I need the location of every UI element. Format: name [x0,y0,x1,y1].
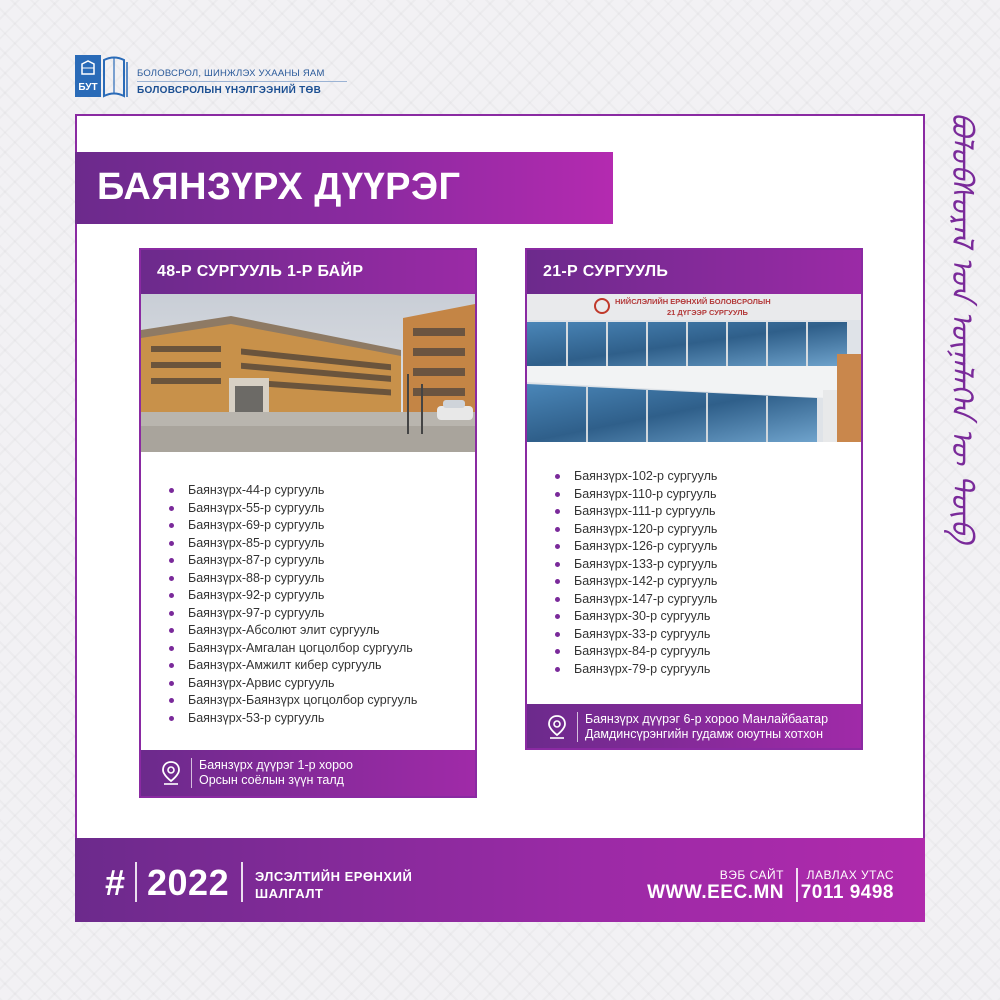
school-list-item: Баянзүрх-92-р сургууль [169,587,417,605]
school-list-item: Баянзүрх-110-р сургууль [555,486,717,504]
book-logo-icon [74,52,132,100]
building-sign-line-2: 21 ДҮГЭЭР СУРГУУЛЬ [667,308,748,317]
school-list-item: Баянзүрх-97-р сургууль [169,605,417,623]
school-list-item: Баянзүрх-30-р сургууль [555,608,717,626]
address-bar [527,704,861,748]
school-list-item: Баянзүрх-111-р сургууль [555,503,717,521]
address-bar [141,750,475,796]
hashtag-symbol: # [105,862,126,903]
address-line-1: Баянзүрх дүүрэг 6-р хороо Манлайбаатар [585,712,829,726]
district-title-banner [75,152,613,224]
school-list-item: Баянзүрх-147-р сургууль [555,591,717,609]
school-list-item: Баянзүрх-33-р сургууль [555,626,717,644]
exam-site-name: 21-Р СУРГУУЛЬ [543,263,669,280]
school-list-item: Баянзүрх-126-р сургууль [555,538,717,556]
footer-divider [241,862,243,902]
exam-site-card-48 [139,248,477,798]
address-divider [577,712,578,742]
address-line-1: Баянзүрх дүүрэг 1-р хороо [199,758,353,772]
location-pin-icon [547,715,567,739]
district-title: БАЯНЗҮРХ ДҮҮРЭГ [97,166,461,208]
building-sign-line-1: НИЙСЛЭЛИЙН ЕРӨНХИЙ БОЛОВСРОЛЫН [615,297,771,306]
school-21-photo [527,294,861,442]
school-list-item: Баянзүрх-55-р сургууль [169,500,417,518]
school-list-item: Баянзүрх-Амжилт кибер сургууль [169,657,417,675]
school-list-item: Баянзүрх-44-р сургууль [169,482,417,500]
address-text [585,712,828,742]
school-building-image [527,294,861,442]
logo-abbr: БУТ [78,82,98,93]
exam-year: 2022 [147,862,230,903]
school-list-item: Баянзүрх-120-р сургууль [555,521,717,539]
exam-title-line-1: ЭЛСЭЛТИЙН ЕРӨНХИЙ [255,869,413,884]
website-link[interactable]: WWW.EEC.MN [647,882,784,903]
exam-title-line-2: ШАЛГАЛТ [255,886,324,901]
school-list-item: Баянзүрх-Баянзүрх цогцолбор сургууль [169,692,417,710]
address-text [199,758,353,788]
footer-divider [796,868,798,902]
footer-divider [135,862,137,902]
exam-site-card-21 [525,248,863,750]
ministry-name: БОЛОВСРОЛ, ШИНЖЛЭХ УХААНЫ ЯАМ [137,68,325,79]
address-divider [191,758,192,788]
school-list-item: Баянзүрх-87-р сургууль [169,552,417,570]
school-list-item: Баянзүрх-Арвис сургууль [169,675,417,693]
phone-label: ЛАВЛАХ УТАС [806,868,894,882]
assigned-schools-list [555,468,717,678]
school-list-item: Баянзүрх-133-р сургууль [555,556,717,574]
address-line-2: Орсын соёлын зүүн талд [199,773,344,787]
logo-divider [137,81,347,82]
address-line-2: Дамдинсүрэнгийн гудамж оюутны хотхон [585,727,824,741]
school-list-item: Баянзүрх-Абсолют элит сургууль [169,622,417,640]
exam-title [255,868,412,902]
school-list-item: Баянзүрх-Амгалан цогцолбор сургууль [169,640,417,658]
school-list-item: Баянзүрх-84-р сургууль [555,643,717,661]
school-list-item: Баянзүрх-69-р сургууль [169,517,417,535]
center-name: БОЛОВСРОЛЫН ҮНЭЛГЭЭНИЙ ТӨВ [137,85,322,96]
school-building-image [141,294,475,452]
school-list-item: Баянзүрх-88-р сургууль [169,570,417,588]
card-header [527,250,861,294]
location-pin-icon [161,761,181,785]
assigned-schools-list [169,482,417,727]
school-list-item: Баянзүрх-85-р сургууль [169,535,417,553]
website-label: ВЭБ САЙТ [719,868,784,882]
school-48-photo [141,294,475,452]
mongolian-script-text: ᠪᠣᠯᠣᠪᠰᠤᠷᠠᠯ ᠤᠨ ᠦᠨᠡᠯᠡᠭᠡᠨ ᠦ ᠲᠥᠪ [944,112,979,543]
exam-footer-banner [75,838,925,922]
school-list-item: Баянзүрх-53-р сургууль [169,710,417,728]
exam-site-name: 48-Р СУРГУУЛЬ 1-Р БАЙР [157,263,364,280]
school-list-item: Баянзүрх-102-р сургууль [555,468,717,486]
school-list-item: Баянзүрх-142-р сургууль [555,573,717,591]
eec-logo [74,52,374,102]
school-list-item: Баянзүрх-79-р сургууль [555,661,717,679]
card-header [141,250,475,294]
phone-number[interactable]: 7011 9498 [800,882,894,903]
